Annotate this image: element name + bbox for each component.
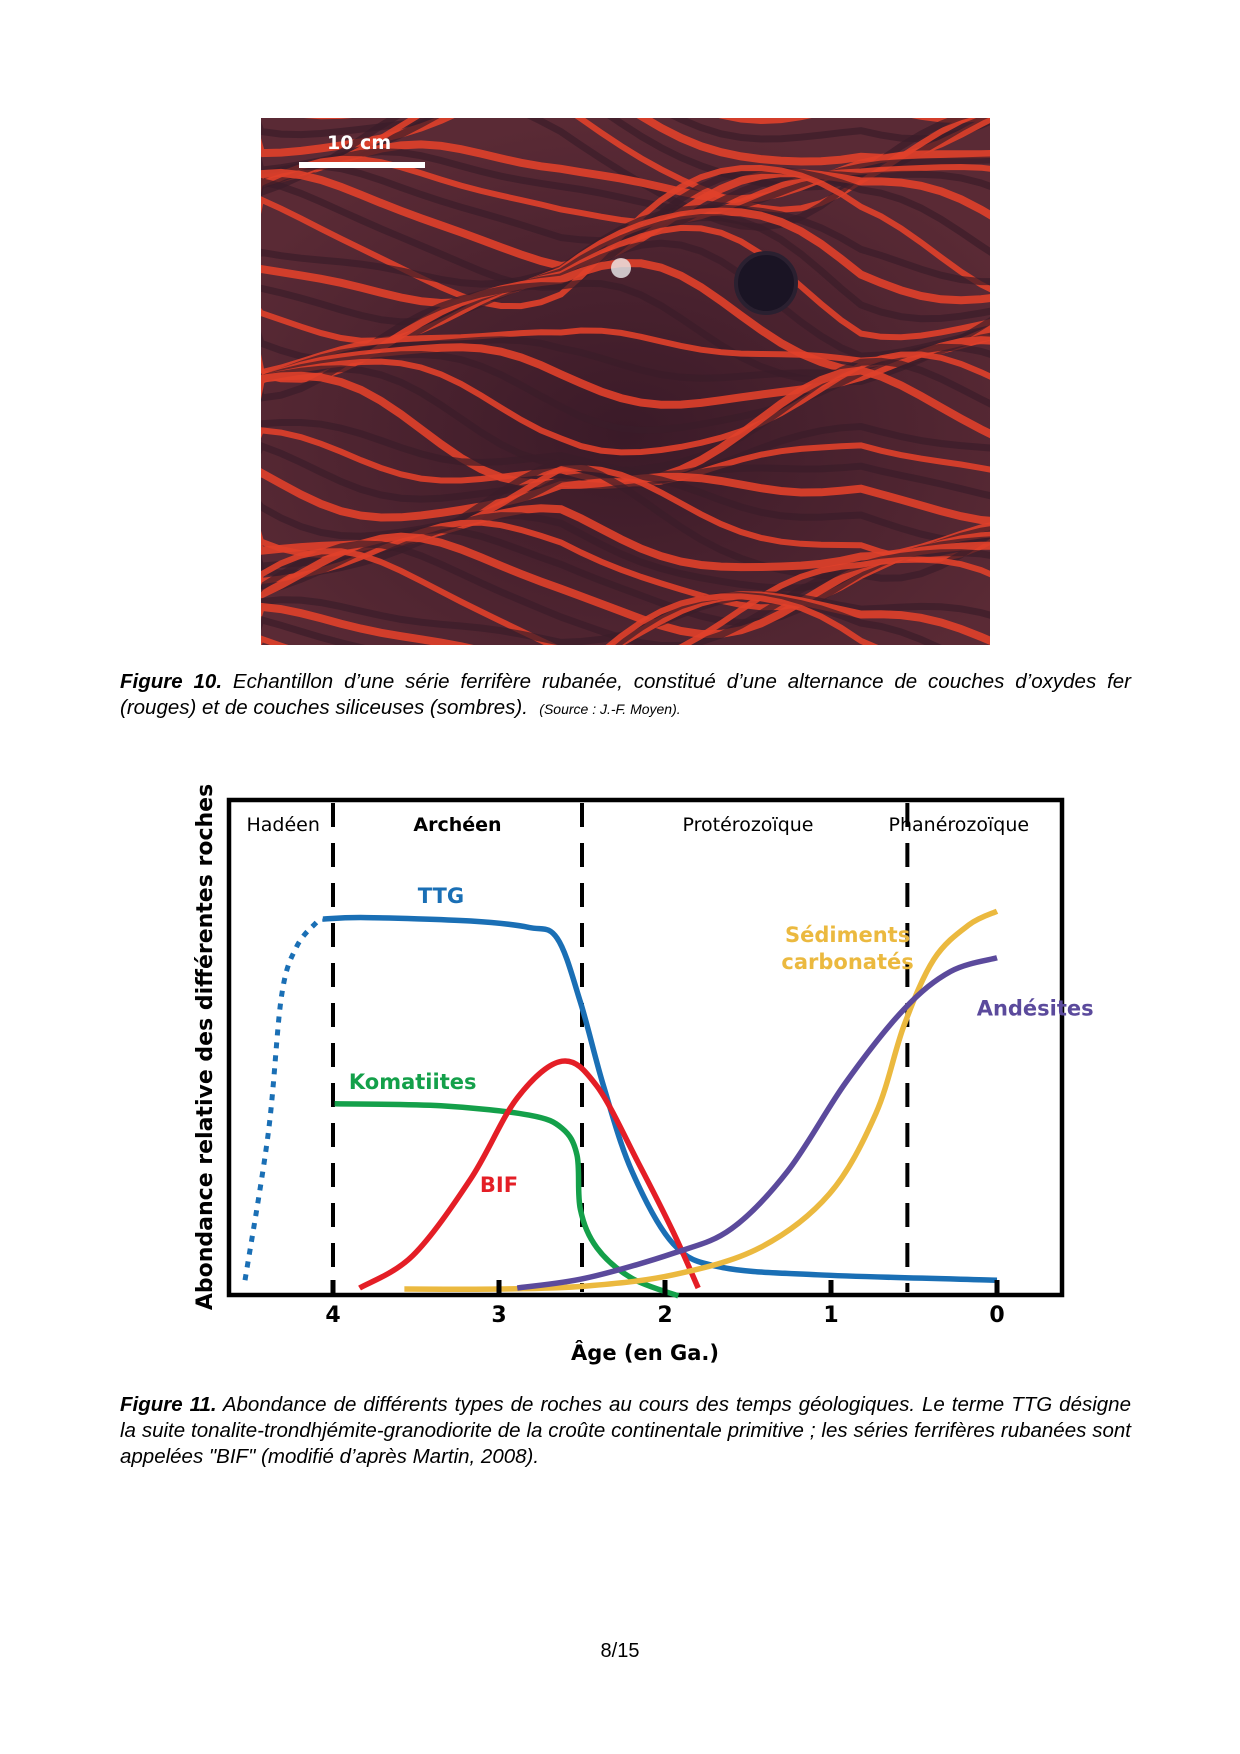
caption-text: Abondance de différents types de roches au cours des temps géologiques. Le terme TTG désigne la suite tonalite-trondhjémite-granodiorite de la croûte continentale primitive ; les séries ferrifères rubanées sont appelées "BIF" (modifié d’après Martin, 2008). xyxy=(120,1393,1131,1468)
x-tick-label: 2 xyxy=(657,1303,673,1328)
era-label: Archéen xyxy=(413,814,502,836)
x-tick-label: 3 xyxy=(491,1303,507,1328)
scale-label: 10 cm xyxy=(327,132,392,154)
bif-line xyxy=(360,1061,699,1288)
page-number: 8/15 xyxy=(600,1640,640,1662)
caption-label: Figure 11. xyxy=(120,1393,217,1416)
ttg-label: TTG xyxy=(417,883,465,908)
sédiments-carbonatés-label: carbonatés xyxy=(781,950,914,975)
komatiites-label: Komatiites xyxy=(348,1070,477,1095)
sédiments-carbonatés-label: Sédiments xyxy=(784,923,911,948)
chart-frame xyxy=(229,800,1062,1295)
ttg-dotted-line xyxy=(245,919,323,1280)
x-tick-label: 1 xyxy=(823,1303,839,1328)
y-axis-label: Abondance relative des différentes roches xyxy=(193,783,218,1311)
era-label: Hadéen xyxy=(246,814,320,836)
x-axis-label: Âge (en Ga.) xyxy=(571,1341,719,1365)
x-tick-label: 4 xyxy=(325,1303,341,1328)
x-tick-label: 0 xyxy=(989,1303,1005,1328)
andésites-label: Andésites xyxy=(976,996,1094,1021)
bif-label: BIF xyxy=(479,1173,519,1197)
caption-text: Echantillon d’une série ferrifère rubanée, constitué d’une alternance de couches d’oxydes fer (rouges) et de couches siliceuses (sombres). xyxy=(120,670,1131,719)
era-label: Phanérozoïque xyxy=(888,814,1030,836)
figure-11-caption xyxy=(120,1392,1131,1470)
caption-label: Figure 10. xyxy=(120,670,223,693)
era-label: Protérozoïque xyxy=(682,814,814,836)
caption-source: (Source : J.-F. Moyen). xyxy=(539,701,681,717)
